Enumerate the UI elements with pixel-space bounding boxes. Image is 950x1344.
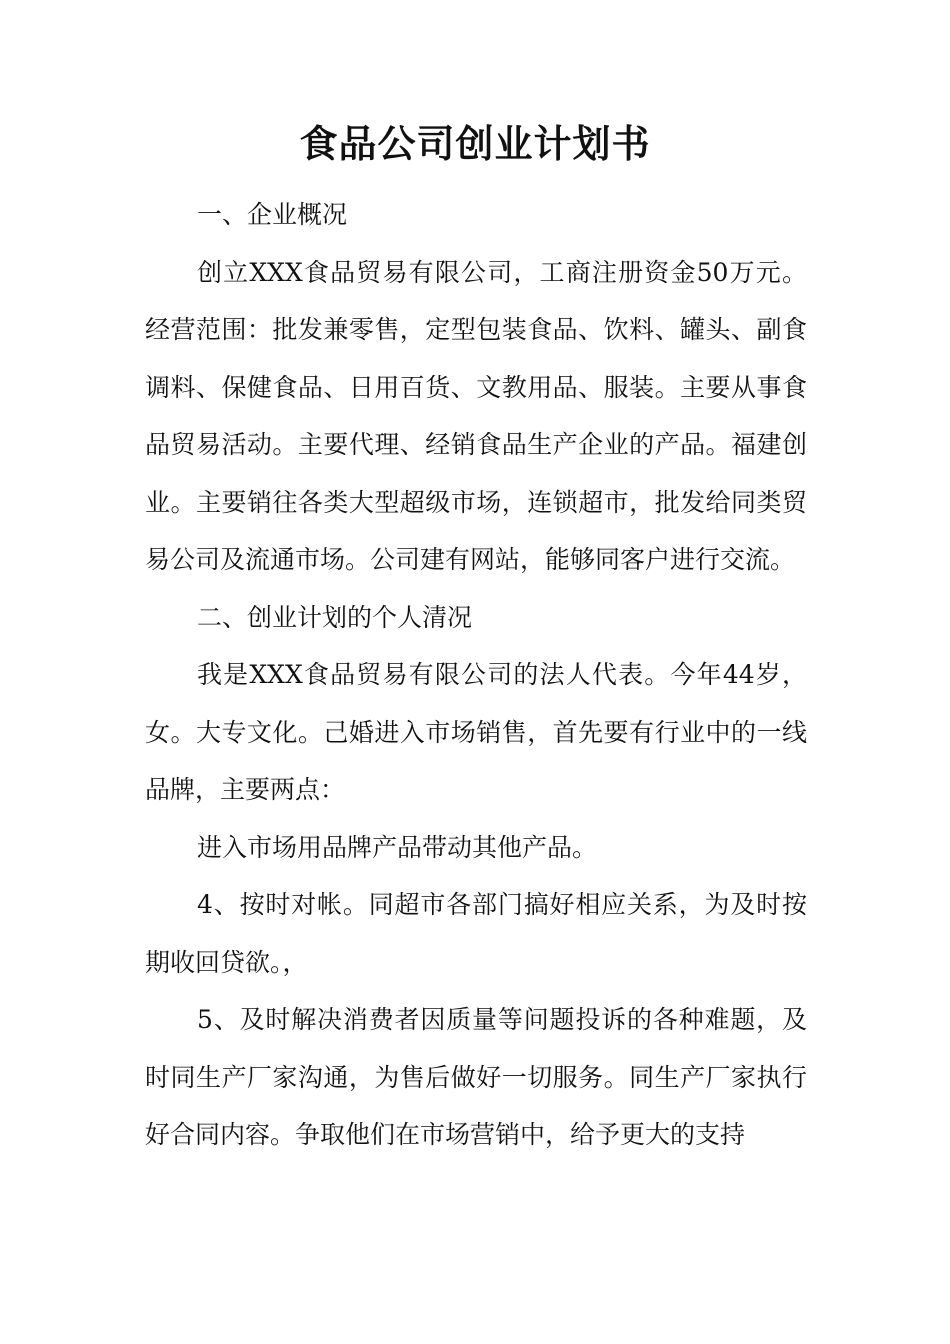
paragraph-company-overview: 创立XXX食品贸易有限公司，工商注册资金50万元。经营范围：批发兼零售，定型包装食品、饮料、罐头、副食调料、保健食品、日用百货、文教用品、服装。主要从事食品贸易活动。主要代理、经销食品生产企业的产品。福建创业。主要销往各类大型超级市场，连锁超市，批发给同类贸易公司及流通市场。公司建有网站，能够同客户进行交流。 <box>145 257 807 574</box>
document-body <box>145 186 807 1164</box>
section-heading-personal: 二、创业计划的个人清况 <box>197 602 473 632</box>
paragraph-point-4: 4、按时对帐。同超市各部门搞好相应关系，为及时按期收回贷欲。， <box>145 890 807 977</box>
document-title: 食品公司创业计划书 <box>299 122 651 166</box>
paragraph-brand-strategy: 进入市场用品牌产品带动其他产品。 <box>197 832 598 862</box>
paragraph-point-5: 5、及时解决消费者因质量等问题投诉的各种难题，及时同生产厂家沟通，为售后做好一切服务。同生产厂家执行好合同内容。争取他们在市场营销中，给予更大的支持 <box>145 1005 807 1149</box>
section-heading-overview: 一、企业概况 <box>197 200 348 229</box>
paragraph-personal-info: 我是XXX食品贸易有限公司的法人代表。今年44岁，女。大专文化。己婚进入市场销售，首先要有行业中的一线品牌，主要两点： <box>145 660 807 804</box>
